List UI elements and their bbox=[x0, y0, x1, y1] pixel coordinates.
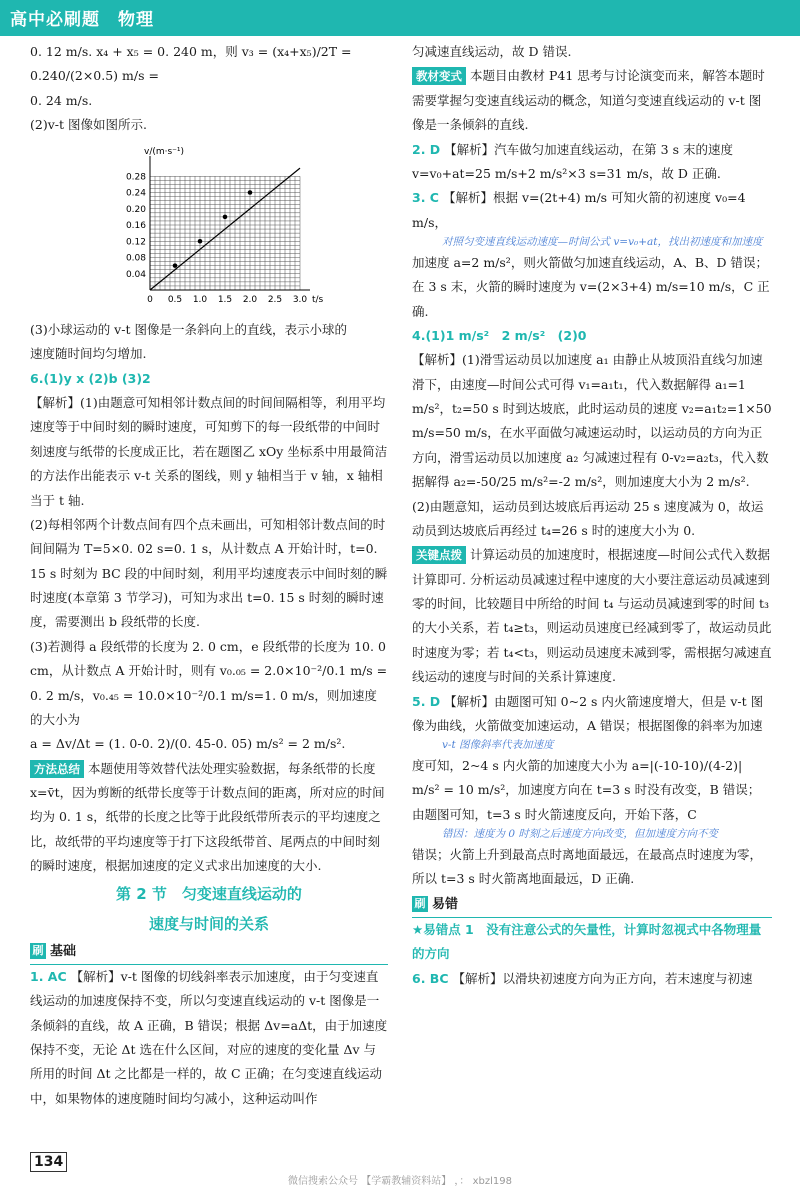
data-point bbox=[173, 263, 178, 268]
y-tick-label: 0.20 bbox=[125, 204, 146, 215]
answer-3-text2: 加速度 a=2 m/s²，则火箭做匀加速直线运动，A、B、D 错误；在 3 s 末，火箭的瞬时速度为 v=(2×3+4) m/s=10 m/s，C 正确. bbox=[412, 254, 770, 319]
x-tick-label: 1.0 bbox=[192, 294, 208, 305]
x-axis-label: t/s bbox=[312, 294, 324, 305]
answer-3-text: 【解析】根据 v=(2t+4) m/s 可知火箭的初速度 v₀=4 m/s， bbox=[412, 190, 746, 230]
answer-5-text3: 错误；火箭上升到最高点时离地面最远，在最高点时速度为零，所以 t=3 s 时火箭离地面最远，D 正确. bbox=[412, 846, 763, 887]
method-text: 本题使用等效替代法处理实验数据，每条纸带的长度 x=v̄t，因为剪断的纸带长度等于计数点间的距离，所对应的时间均为 0. 1 s，纸带的长度之比等于此段纸带所表示的平均速度之比，故纸带的平均速度等于打下这段纸带首、尾两点的中间时刻的瞬时速度，根据加速度的定义式求出加速度的大小. bbox=[30, 760, 385, 874]
analysis-p2: (2)每相邻两个计数点间有四个点未画出，可知相邻计数点间的时间间隔为 T=5×0. 02 s=0. 1 s，从计数点 A 开始计时，t=0. 15 s 时刻为 BC 段的中间时刻，利用平均速度表示中间时刻的瞬时速度(本章第 3 节学习)，可知为求出 t=0. 15 s 时刻的瞬时速度，需要测出 b 段纸带的长度. bbox=[30, 516, 388, 630]
answer-6r-key: 6. BC bbox=[412, 970, 449, 986]
answer-5-note: v-t 图像斜率代表加速度 bbox=[442, 739, 554, 752]
y-tick-label: 0.16 bbox=[125, 220, 146, 231]
x-tick-label: 0.5 bbox=[167, 294, 183, 305]
key-point bbox=[412, 543, 772, 689]
footer-watermark: 微信搜索公众号 【学霸教辅资料站】 ，： xbzl198 bbox=[288, 1176, 512, 1187]
brush-icon: 刷 bbox=[30, 943, 46, 959]
y-tick-label: 0.12 bbox=[125, 236, 146, 247]
section-title-line1: 第 2 节 匀变速直线运动的 bbox=[116, 884, 302, 903]
x-tick-label: 2.5 bbox=[267, 294, 283, 305]
answer-5-key: 5. D bbox=[412, 693, 441, 709]
y-tick-label: 0.08 bbox=[125, 253, 146, 263]
text-line: (3)小球运动的 v-t 图像是一条斜向上的直线，表示小球的 bbox=[30, 321, 347, 337]
header-band bbox=[0, 0, 800, 36]
analysis-p1: 【解析】(1)由题意可知相邻计数点间的时间间隔相等，利用平均速度等于中间时刻的瞬时速度，可知剪下的每一段纸带的中间时刻速度与纸带的长度成正比，若在题图乙 xOy 坐标系中用最简洁的方法作出能表示 v-t 关系的图线，则 y 轴相当于 v 轴，x 轴相当于 t 轴. bbox=[30, 395, 388, 508]
x-tick-label: 0 bbox=[147, 294, 153, 305]
data-point bbox=[198, 238, 203, 243]
answer-2-key: 2. D bbox=[412, 141, 441, 157]
analysis-p4: a = Δv/Δt = (1. 0-0. 2)/(0. 45-0. 05) m/s² = 2 m/s². bbox=[30, 736, 346, 752]
y-axis-label: v/(m·s⁻¹) bbox=[144, 146, 185, 157]
wrong-point: ★易错点 1 没有注意公式的矢量性，计算时忽视式中各物理量的方向 bbox=[412, 921, 762, 962]
data-point bbox=[248, 190, 253, 195]
textbook-tag: 教材变式 bbox=[412, 67, 466, 85]
text-line: 0. 12 m/s. x₄ + x₅ = 0. 240 m，则 v₃ = (x₄+x₅)/2T = 0.240/(2×0.5) m/s = bbox=[30, 44, 352, 84]
answer-3 bbox=[412, 186, 772, 235]
answer-3-note: 对照匀变速直线运动速度—时间公式 v=v₀+at，找出初速度和加速度 bbox=[442, 236, 763, 248]
text-line: 速度随时间均匀增加. bbox=[30, 346, 147, 362]
wrong-header bbox=[412, 892, 772, 918]
method-tag: 方法总结 bbox=[30, 760, 84, 778]
answer-3-key: 3. C bbox=[412, 190, 439, 206]
key-tag: 关键点拨 bbox=[412, 546, 466, 564]
text-line: 0. 24 m/s. bbox=[30, 92, 93, 108]
answer-5-text: 【解析】由题图可知 0~2 s 内火箭速度增大，但是 v-t 图像为曲线，火箭做变加速运动，A 错误；根据图像的斜率为加速 bbox=[412, 693, 764, 733]
text-line: 匀减速直线运动，故 D 错误. bbox=[412, 44, 572, 59]
answer-4-text: 【解析】(1)滑雪运动员以加速度 a₁ 由静止从坡顶沿直线匀加速滑下，由速度—时间公式可得 v₁=a₁t₁，代入数据解得 a₁=1 m/s²，t₂=50 s 时到达坡底，此时运动员的速度 v₂=a₁t₂=1×50 m/s=50 m/s，在水平面做匀减速运动时，以运动员的方向为正方向，滑雪运动员以加速度 a₂ 匀减速过程有 0-v₂=a₂t₃，代入数据解得 a₂=-50/25 m/s²=-2 m/s²，则加速度大小为 2 m/s². bbox=[412, 352, 772, 490]
x-tick-label: 2.0 bbox=[242, 294, 258, 305]
basics-header bbox=[30, 939, 388, 965]
vt-chart-svg bbox=[110, 140, 324, 310]
text-line: (2)v-t 图像如图所示. bbox=[30, 117, 147, 133]
answer-2-text: 【解析】汽车做匀加速直线运动，在第 3 s 末的速度 v=v₀+at=25 m/s+2 m/s²×3 s=31 m/s，故 D 正确. bbox=[412, 141, 733, 181]
textbook-variant bbox=[412, 64, 772, 137]
answer-2 bbox=[412, 138, 772, 187]
book-title: 高中必刷题 物理 bbox=[10, 10, 154, 30]
answer-6r-text: 【解析】以滑块初速度方向为正方向，若末速度与初速 bbox=[452, 970, 753, 986]
brush-icon: 刷 bbox=[412, 896, 428, 912]
method-summary bbox=[30, 757, 388, 879]
answer-4-text2: (2)由题意知，运动员到达坡底后再运动 25 s 速度减为 0，故运动员到达坡底后再经过 t₄=26 s 时的速度大小为 0. bbox=[412, 498, 764, 538]
left-column bbox=[30, 40, 388, 1111]
answer-5 bbox=[412, 690, 772, 739]
answer-6r bbox=[412, 967, 772, 991]
answer-4: 4.(1)1 m/s² 2 m/s² (2)0 bbox=[412, 327, 587, 343]
y-tick-label: 0.04 bbox=[125, 269, 146, 280]
answer-1 bbox=[30, 965, 388, 1111]
wrong-label: 易错 bbox=[432, 896, 459, 912]
textbook-text: 本题目由教材 P41 思考与讨论演变而来，解答本题时需要掌握匀变速直线运动的概念，知道匀变速直线运动的 v-t 图像是一条倾斜的直线. bbox=[412, 68, 765, 133]
vt-chart bbox=[110, 140, 388, 318]
x-tick-label: 1.5 bbox=[217, 294, 233, 305]
answer-5-note2: 错因：速度为 0 时刻之后速度方向改变，但加速度方向不变 bbox=[442, 828, 718, 841]
answer-1-key: 1. AC bbox=[30, 968, 67, 984]
answer-6: 6.(1)y x (2)b (3)2 bbox=[30, 370, 151, 386]
basics-label: 基础 bbox=[50, 943, 77, 959]
analysis-p3: (3)若测得 a 段纸带的长度为 2. 0 cm，e 段纸带的长度为 10. 0 cm，从计数点 A 开始计时，则有 v₀.₀₅ = 2.0×10⁻²/0.1 m/s = 0. 2 m/s，v₀.₄₅ = 10.0×10⁻²/0.1 m/s=1. 0 m/s，则加速度的大小为 bbox=[30, 638, 388, 727]
section-title bbox=[30, 879, 388, 939]
right-column bbox=[412, 40, 772, 991]
y-tick-label: 0.28 bbox=[125, 171, 146, 182]
y-tick-label: 0.24 bbox=[125, 188, 146, 198]
key-text: 计算运动员的加速度时，根据速度—时间公式代入数据计算即可. 分析运动员减速过程中速度的大小要注意运动员减速到零的时间，比较题目中所给的时间 t₄ 与运动员减速到零的时间 t₃ 的大小关系，若 t₄≥t₃，则运动员速度已经减到零了，故运动员此时速度为零；若 t₄<t₃，则运动员速度未减到零，需根据匀减速直线运动的速度与时间的关系计算速度. bbox=[412, 547, 772, 685]
page-number: 134 bbox=[30, 1152, 67, 1172]
section-title-line2: 速度与时间的关系 bbox=[148, 914, 269, 933]
x-tick-label: 3.0 bbox=[292, 294, 308, 305]
answer-5-text2: 度可知，2~4 s 内火箭的加速度大小为 a=|(-10-10)/(4-2)| m/s² = 10 m/s²，加速度方向在 t=3 s 时没有改变，B 错误；由题图可知，t=3 s 时火箭速度反向，开始下落，C bbox=[412, 758, 761, 822]
data-point bbox=[223, 214, 228, 219]
answer-1-text: 【解析】v-t 图像的切线斜率表示加速度，由于匀变速直线运动的加速度保持不变，所以匀变速直线运动的 v-t 图像是一条倾斜的直线，故 A 正确，B 错误；根据 Δv=aΔt，由于加速度保持不变，无论 Δt 选在什么区间，对应的速度的变化量 Δv 与所用的时间 Δt 之比都是一样的，故 C 正确；在匀变速直线运动中，如果物体的速度随时间均匀减小，这种运动叫作 bbox=[30, 968, 388, 1106]
